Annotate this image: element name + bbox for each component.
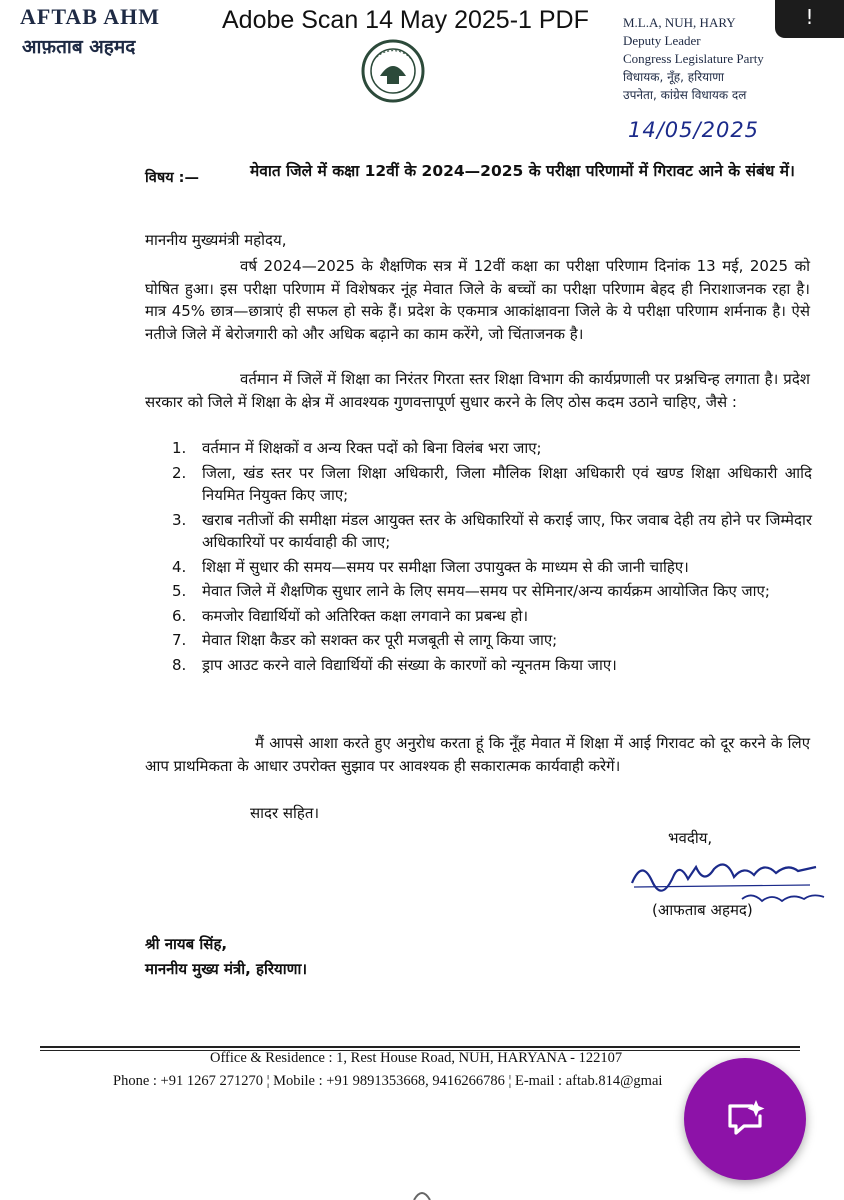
list-item bbox=[172, 437, 812, 460]
list-item-number: 8. bbox=[172, 655, 187, 674]
list-item bbox=[172, 509, 812, 554]
government-seal-icon bbox=[360, 38, 426, 104]
suggestion-list bbox=[172, 437, 812, 678]
list-item-text: मेवात शिक्षा कैडर को सशक्त कर पूरी मजबूती से लागू किया जाए; bbox=[202, 631, 558, 649]
share-corner-button[interactable]: ! bbox=[775, 0, 844, 38]
closing-regards: सादर सहित। bbox=[250, 804, 320, 822]
list-item-number: 6. bbox=[172, 606, 187, 625]
chat-sparkle-icon bbox=[722, 1096, 768, 1142]
letterhead-line: M.L.A, NUH, HARY bbox=[623, 15, 736, 30]
subject-label: विषय :— bbox=[145, 170, 199, 186]
list-item-text: जिला, खंड स्तर पर जिला शिक्षा अधिकारी, जिला मौलिक शिक्षा अधिकारी एवं खण्ड शिक्षा अधिकारी आदि नियमित नियुक्त किए जाए; bbox=[202, 463, 812, 504]
list-item-text: ड्राप आउट करने वाले विद्यार्थियों की संख्या के कारणों को न्यूनतम किया जाए। bbox=[202, 655, 617, 674]
body-paragraph-2-text: वर्तमान में जिलें में शिक्षा का निरंतर गिरता स्तर शिक्षा विभाग की कार्यप्रणाली पर प्रश्नचिन्ह लगाता है। प्रदेश सरकार को जिले में शिक्षा के क्षेत्र में आवश्यक गुणवत्तापूर्ण सुधार करने के लिए ठोस कदम उठाने चाहिए, जैसे : bbox=[145, 370, 810, 411]
list-item-number: 7. bbox=[172, 631, 187, 649]
body-paragraph-1 bbox=[145, 255, 810, 345]
list-item-number: 2. bbox=[172, 463, 187, 482]
body-paragraph-3-text: मैं आपसे आशा करते हुए अनुरोध करता हूं कि नूँह मेवात में शिक्षा में आई गिरावट को दूर करने के लिए आप प्राथमिकता के आधार उपरोक्त सुझाव पर आवश्यक ही सकारात्मक कार्यवाही करेगें। bbox=[145, 734, 810, 775]
list-item bbox=[172, 556, 812, 579]
document-title: Adobe Scan 14 May 2025-1 PDF bbox=[218, 6, 593, 35]
list-item bbox=[172, 580, 812, 603]
list-item bbox=[172, 654, 812, 677]
list-item bbox=[172, 605, 812, 628]
letterhead-name-hindi: आफ़ताब अहमद bbox=[22, 36, 136, 58]
recipient-block bbox=[145, 932, 307, 982]
footer-divider bbox=[40, 1046, 800, 1048]
letterhead-right-block bbox=[623, 14, 764, 104]
letterhead-line: उपनेता, कांग्रेस विधायक दल bbox=[623, 88, 747, 102]
recipient-name: श्री नायब सिंह, bbox=[145, 935, 228, 953]
footer-address: Office & Residence : 1, Rest House Road, NUH, HARYANA - 122107 bbox=[210, 1050, 623, 1066]
list-item-text: मेवात जिले में शैक्षणिक सुधार लाने के लिए समय—समय पर सेमिनार/अन्य कार्यक्रम आयोजित किए जाए; bbox=[202, 582, 770, 600]
list-item bbox=[172, 629, 812, 652]
body-paragraph-3 bbox=[145, 732, 810, 777]
emblem-fragment-icon bbox=[412, 1186, 432, 1200]
footer-contact: Phone : +91 1267 271270 ¦ Mobile : +91 9891353668, 9416266786 ¦ E-mail : aftab.814@gmai bbox=[113, 1073, 663, 1089]
list-item-text: शिक्षा में सुधार की समय—समय पर समीक्षा जिला उपायुक्त के माध्यम से की जानी चाहिए। bbox=[202, 557, 689, 576]
recipient-designation: माननीय मुख्य मंत्री, हरियाणा। bbox=[145, 960, 308, 978]
body-paragraph-2 bbox=[145, 368, 810, 413]
ai-assistant-fab[interactable] bbox=[684, 1058, 806, 1180]
list-item-text: वर्तमान में शिक्षकों व अन्य रिक्त पदों को बिना विलंब भरा जाए; bbox=[202, 439, 542, 457]
closing-yours: भवदीय, bbox=[668, 829, 713, 847]
list-item-number: 4. bbox=[172, 557, 187, 576]
letterhead-name-english: AFTAB AHM bbox=[20, 4, 160, 29]
list-item-number: 1. bbox=[172, 439, 187, 457]
list-item bbox=[172, 462, 812, 507]
handwritten-date: 14/05/2025 bbox=[628, 118, 760, 142]
list-item-text: खराब नतीजों की समीक्षा मंडल आयुक्त स्तर के अधिकारियों से कराई जाए, फिर जवाब देही तय होने पर जिम्मेदार अधिकारियों पर कार्यवाही की जाए; bbox=[202, 510, 812, 551]
letterhead-line: Congress Legislature Party bbox=[623, 51, 764, 66]
list-item-number: 3. bbox=[172, 510, 187, 529]
signer-name: (आफताब अहमद) bbox=[652, 901, 753, 919]
letterhead-line: विधायक, नूँह, हरियाणा bbox=[623, 70, 724, 84]
body-paragraph-1-text: वर्ष 2024—2025 के शैक्षणिक सत्र में 12वीं कक्षा का परीक्षा परिणाम दिनांक 13 मई, 2025 को घोषित हुआ। इस परीक्षा परिणाम में विशेषकर नूंह मेवात जिले के बच्चों का परीक्षा परिणाम बेहद ही निराशाजनक रहा है। मात्र 45% छात्र—छात्राएं ही सफल हो सके हैं। प्रदेश के एकमात्र आकांक्षावना जिले के ये परीक्षा परिणाम शर्मनाक है। ऐसे नतीजे जिले में बेरोजगारी को और अधिक बढ़ाने का काम करेंगे, जो चिंताजनक है। bbox=[145, 257, 810, 343]
letterhead-line: Deputy Leader bbox=[623, 33, 701, 48]
list-item-text: कमजोर विद्यार्थियों को अतिरिक्त कक्षा लगवाने का प्रबन्ध हो। bbox=[202, 606, 529, 625]
list-item-number: 5. bbox=[172, 582, 187, 600]
subject-text: मेवात जिले में कक्षा 12वीं के 2024—2025 के परीक्षा परिणामों में गिरावट आने के संबंध में। bbox=[250, 162, 795, 180]
salutation: माननीय मुख्यमंत्री महोदय, bbox=[145, 231, 287, 249]
